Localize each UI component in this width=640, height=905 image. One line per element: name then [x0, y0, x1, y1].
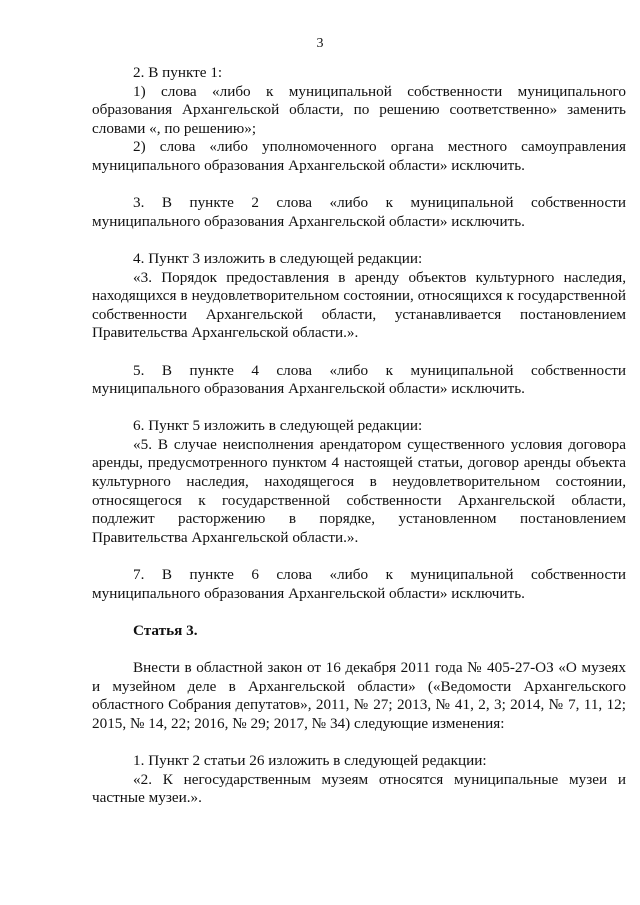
paragraph-spacer: [92, 231, 626, 250]
page-number: 3: [316, 36, 324, 51]
paragraph: 6. Пункт 5 изложить в следующей редакции:: [133, 417, 423, 435]
paragraph: 7. В пункте 6 слова «либо к муниципальной собственности муниципального образования Архангельской области» исключить.: [92, 566, 626, 602]
document-body: [92, 64, 626, 808]
paragraph-spacer: [92, 176, 626, 195]
paragraph-spacer: [92, 603, 626, 622]
paragraph: 1. Пункт 2 статьи 26 изложить в следующей редакции:: [133, 751, 487, 769]
paragraph: 1) слова «либо к муниципальной собственности муниципального образования Архангельской области, по решению соответственно» заменить словами «, по решению»;: [92, 82, 626, 137]
paragraph: «3. Порядок предоставления в аренду объектов культурного наследия, находящихся в неудовлетворительном состоянии, относящихся к государственной собственности Архангельской области, устанавливается постановлением Правительства Архангельской области.».: [92, 268, 626, 342]
paragraph: Внести в областной закон от 16 декабря 2011 года № 405-27-ОЗ «О музеях и музейном деле в Архангельской области» («Ведомости Архангельского областного Собрания депутатов», 2011, № 27; 2013, № 41, 2, 3; 2014, № 7, 11, 12; 2015, № 14, 22; 2016, № 29; 2017, № 34) следующие изменения:: [92, 659, 626, 732]
paragraph: 5. В пункте 4 слова «либо к муниципальной собственности муниципального образования Архангельской области» исключить.: [92, 361, 626, 398]
article-heading: Статья 3.: [133, 621, 198, 639]
paragraph: 2. В пункте 1:: [133, 64, 223, 81]
paragraph: 3. В пункте 2 слова «либо к муниципальной собственности муниципального образования Архангельской области» исключить.: [92, 194, 626, 230]
paragraph-spacer: [92, 640, 626, 659]
paragraph: 4. Пункт 3 изложить в следующей редакции:: [133, 249, 423, 267]
paragraph-spacer: [92, 399, 626, 418]
paragraph: «5. В случае неисполнения арендатором существенного условия договора аренды, предусмотренного пунктом 4 настоящей статьи, договор аренды объекта культурного наследия, находящегося в неудовлетворительном состоянии, относящегося к государственной собственности Архангельской области, подлежит расторжению в порядке, установленном постановлением Правительства Архангельской области.».: [92, 435, 626, 546]
paragraph: 2) слова «либо уполномоченного органа местного самоуправления муниципального образования Архангельской области» исключить.: [92, 138, 626, 174]
paragraph-spacer: [92, 343, 626, 362]
paragraph-spacer: [92, 733, 626, 752]
paragraph: «2. К негосударственным музеям относятся муниципальные музеи и частные музеи.».: [92, 770, 626, 807]
paragraph-spacer: [92, 547, 626, 566]
